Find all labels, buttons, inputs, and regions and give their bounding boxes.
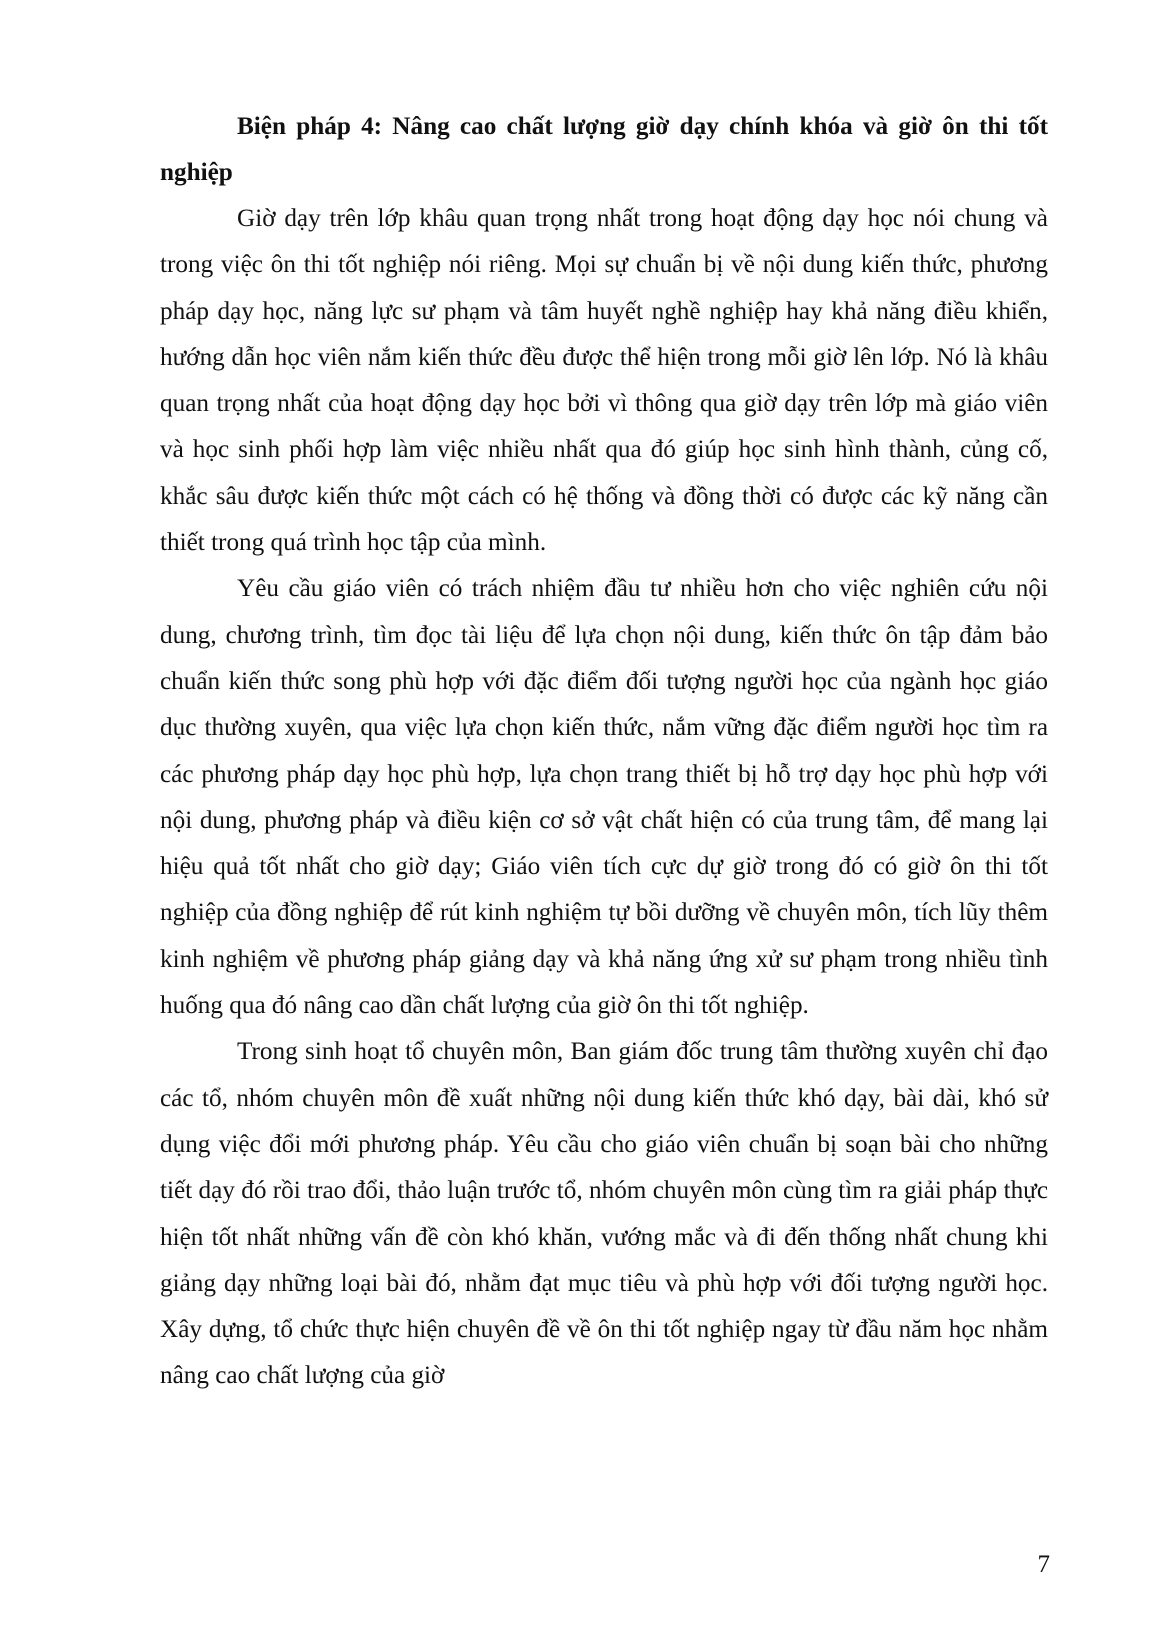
paragraph-3: Trong sinh hoạt tổ chuyên môn, Ban giám đốc trung tâm thường xuyên chỉ đạo các tổ, nhóm chuyên môn đề xuất những nội dung kiến thức khó dạy, bài dài, khó sử dụng việc đổi mới phương pháp. Yêu cầu cho giáo viên chuẩn bị soạn bài cho những tiết dạy đó rồi trao đổi, thảo luận trước tổ, nhóm chuyên môn cùng tìm ra giải pháp thực hiện tốt nhất những vấn đề còn khó khăn, vướng mắc và đi đến thống nhất chung khi giảng dạy những loại bài đó, nhằm đạt mục tiêu và phù hợp với đối tượng người học. Xây dựng, tổ chức thực hiện chuyên đề về ôn thi tốt nghiệp ngay từ đầu năm học nhằm nâng cao chất lượng của giờ	[160, 1038, 1048, 1390]
page-number: 7	[1037, 1551, 1050, 1578]
paragraph-2: Yêu cầu giáo viên có trách nhiệm đầu tư nhiều hơn cho việc nghiên cứu nội dung, chương trình, tìm đọc tài liệu để lựa chọn nội dung, kiến thức ôn tập đảm bảo chuẩn kiến thức song phù hợp với đặc điểm đối tượng người học của ngành học giáo dục thường xuyên, qua việc lựa chọn kiến thức, nắm vững đặc điểm người học tìm ra các phương pháp dạy học phù hợp, lựa chọn trang thiết bị hỗ trợ dạy học phù hợp với nội dung, phương pháp và điều kiện cơ sở vật chất hiện có của trung tâm, để mang lại hiệu quả tốt nhất cho giờ dạy; Giáo viên tích cực dự giờ trong đó có giờ ôn thi tốt nghiệp của đồng nghiệp để rút kinh nghiệm tự bồi dưỡng về chuyên môn, tích lũy thêm kinh nghiệm về phương pháp giảng dạy và khả năng ứng xử sư phạm trong nhiều tình huống qua đó nâng cao dần chất lượng của giờ ôn thi tốt nghiệp.	[160, 575, 1048, 1020]
page-content	[160, 104, 1048, 1400]
section-heading: Biện pháp 4: Nâng cao chất lượng giờ dạy chính khóa và giờ ôn thi tốt nghiệp	[160, 113, 1048, 186]
paragraph-1: Giờ dạy trên lớp khâu quan trọng nhất trong hoạt động dạy học nói chung và trong việc ôn thi tốt nghiệp nói riêng. Mọi sự chuẩn bị về nội dung kiến thức, phương pháp dạy học, năng lực sư phạm và tâm huyết nghề nghiệp hay khả năng điều khiển, hướng dẫn học viên nắm kiến thức đều được thể hiện trong mỗi giờ lên lớp. Nó là khâu quan trọng nhất của hoạt động dạy học bởi vì thông qua giờ dạy trên lớp mà giáo viên và học sinh phối hợp làm việc nhiều nhất qua đó giúp học sinh hình thành, củng cố, khắc sâu được kiến thức một cách có hệ thống và đồng thời có được các kỹ năng cần thiết trong quá trình học tập của mình.	[160, 205, 1048, 557]
